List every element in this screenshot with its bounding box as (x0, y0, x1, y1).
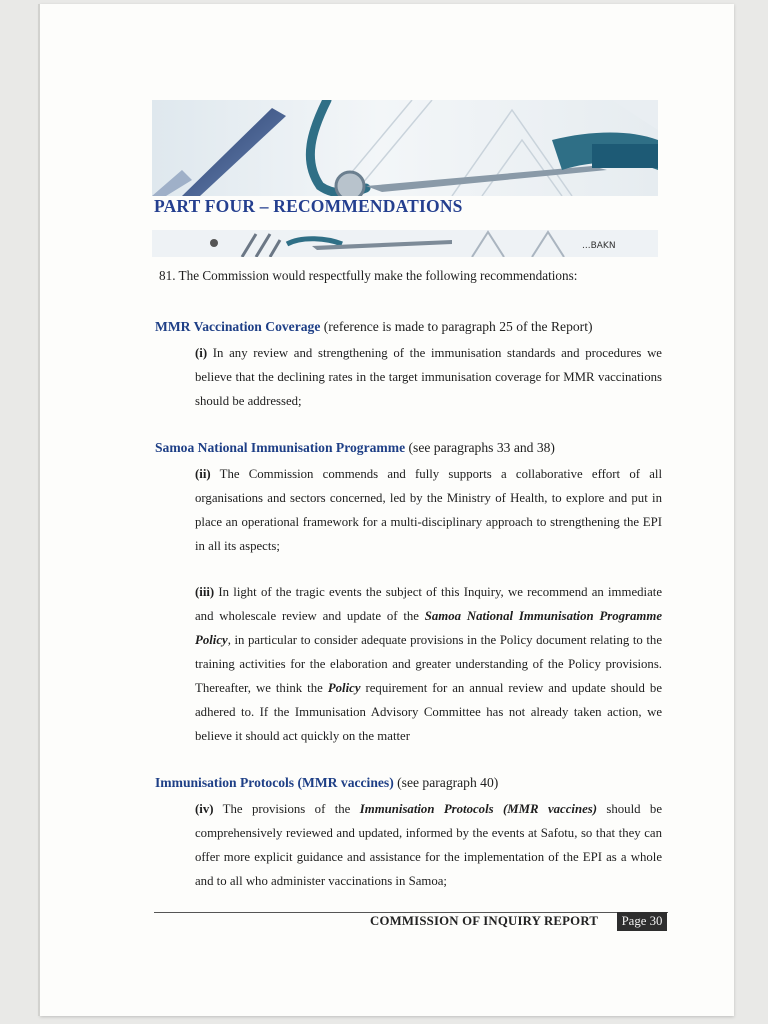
item-emphasis: Immunisation Protocols (MMR vaccines) (359, 802, 597, 816)
item-text: requirement for an annual review and update should be adhered to. If the Immunisation Advisory Committee has not already taken action, we believe it should act quickly on the matter (195, 681, 662, 743)
recommendation-iv (195, 797, 662, 893)
section-reference: (see paragraphs 33 and 38) (405, 440, 555, 455)
item-emphasis: Policy (327, 681, 361, 695)
section-reference: (reference is made to paragraph 25 of the Report) (320, 319, 593, 334)
section-title: Immunisation Protocols (MMR vaccines) (155, 775, 394, 790)
recommendation-ii (195, 462, 662, 558)
part-title: PART FOUR – RECOMMENDATIONS (154, 196, 463, 216)
footer-title: COMMISSION OF INQUIRY REPORT (370, 914, 599, 928)
section-reference: (see paragraph 40) (393, 775, 499, 790)
banner-strip-image (152, 230, 658, 257)
banner-image (152, 100, 658, 196)
section-heading-immunisation-protocols (155, 775, 498, 791)
item-number: (ii) (195, 467, 211, 481)
item-text: The Commission commends and fully supports a collaborative effort of all organisations and sectors concerned, led by the Ministry of Health, to explore and put in place an operational framework for a multi-disciplinary approach to strengthening the EPI in all its aspects; (195, 467, 662, 553)
item-text: , in particular to consider adequate provisions in the Policy document relating to the training activities for the elaboration and greater understanding of the Policy provisions. Thereafter, we think the (195, 633, 662, 695)
section-title: Samoa National Immunisation Programme (155, 440, 406, 455)
intro-paragraph: 81. The Commission would respectfully make the following recommendations: (159, 268, 578, 283)
banner-strip-text: ...BAKN (582, 241, 616, 251)
section-heading-immunisation-programme (155, 440, 555, 456)
recommendation-iii (195, 580, 662, 748)
section-title: MMR Vaccination Coverage (155, 319, 321, 334)
recommendation-i (195, 341, 662, 413)
item-text: In any review and strengthening of the immunisation standards and procedures we believe that the declining rates in the target immunisation coverage for MMR vaccinations should be addressed; (195, 346, 662, 408)
footer-divider (154, 912, 668, 913)
item-text: The provisions of the (213, 802, 360, 816)
item-text: In light of the tragic events the subject of this Inquiry, we recommend an immediate and wholescale review and update of the (195, 585, 662, 623)
item-emphasis: Samoa National Immunisation Programme Policy (195, 609, 662, 647)
item-text: should be comprehensively reviewed and updated, informed by the events at Safotu, so that they can offer more explicit guidance and assistance for the implementation of the EPI as a whole and to all who administer vaccinations in Samoa; (195, 802, 663, 888)
page-number-badge: Page 30 (617, 912, 667, 931)
item-number: (iii) (195, 585, 215, 599)
section-heading-mmr-coverage (155, 319, 593, 335)
item-number: (iv) (195, 802, 214, 816)
item-number: (i) (195, 346, 208, 360)
